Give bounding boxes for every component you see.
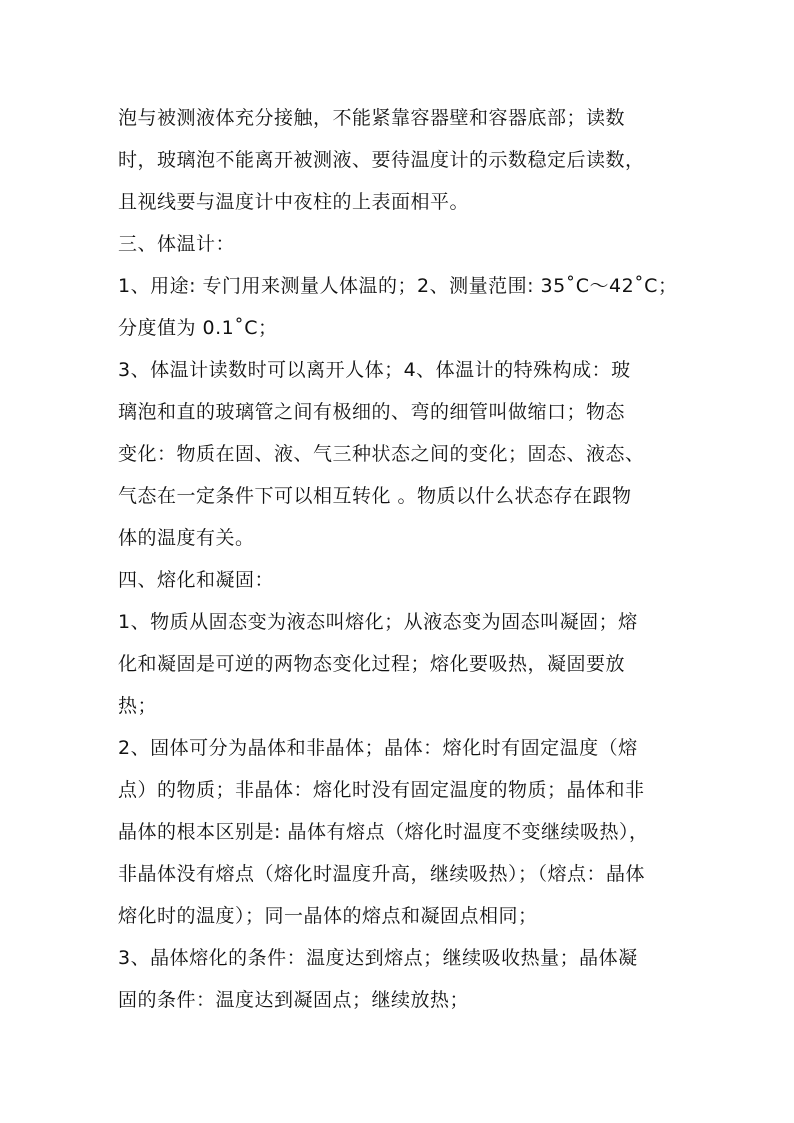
text-line-5: 1、用途: 专门用来测量人体温的；2、测量范围: 35˚C～42˚C； — [118, 275, 678, 297]
text-line-17: 点）的物质；非晶体：熔化时没有固定温度的物质；晶体和非 — [118, 779, 645, 801]
text-line-11: 体的温度有关。 — [118, 527, 255, 549]
section-heading-4: 四、熔化和凝固： — [118, 569, 275, 591]
text-line-18: 晶体的根本区别是: 晶体有熔点（熔化时温度不变继续吸热）， — [118, 821, 649, 843]
text-line-21: 3、晶体熔化的条件：温度达到熔点；继续吸收热量；晶体凝 — [118, 947, 638, 969]
text-line-16: 2、固体可分为晶体和非晶体；晶体：熔化时有固定温度（熔 — [118, 737, 638, 759]
text-line-20: 熔化时的温度）；同一晶体的熔点和凝固点相同； — [118, 905, 538, 927]
text-line-22: 固的条件：温度达到凝固点；继续放热； — [118, 989, 470, 1011]
text-line-14: 化和凝固是可逆的两物态变化过程；熔化要吸热，凝固要放 — [118, 653, 626, 675]
text-line-3: 且视线要与温度计中夜柱的上表面相平。 — [118, 191, 470, 213]
text-line-9: 变化：物质在固、液、气三种状态之间的变化；固态、液态、 — [118, 443, 645, 465]
section-heading-3: 三、体温计： — [118, 233, 236, 255]
text-line-1: 泡与被测液体充分接触，不能紧靠容器壁和容器底部；读数 — [118, 107, 626, 129]
text-line-8: 璃泡和直的玻璃管之间有极细的、弯的细管叫做缩口；物态 — [118, 401, 626, 423]
text-line-19: 非晶体没有熔点（熔化时温度升高，继续吸热）；（熔点：晶体 — [118, 863, 646, 885]
text-line-6: 分度值为 0.1˚C； — [118, 317, 278, 339]
text-line-13: 1、物质从固态变为液态叫熔化；从液态变为固态叫凝固；熔 — [118, 611, 638, 633]
text-line-7: 3、体温计读数时可以离开人体；4、体温计的特殊构成：玻 — [118, 359, 631, 381]
text-line-15: 热； — [118, 695, 158, 717]
text-line-2: 时，玻璃泡不能离开被测液、要待温度计的示数稳定后读数， — [118, 149, 645, 171]
text-line-10: 气态在一定条件下可以相互转化 。物质以什么状态存在跟物 — [118, 485, 632, 507]
